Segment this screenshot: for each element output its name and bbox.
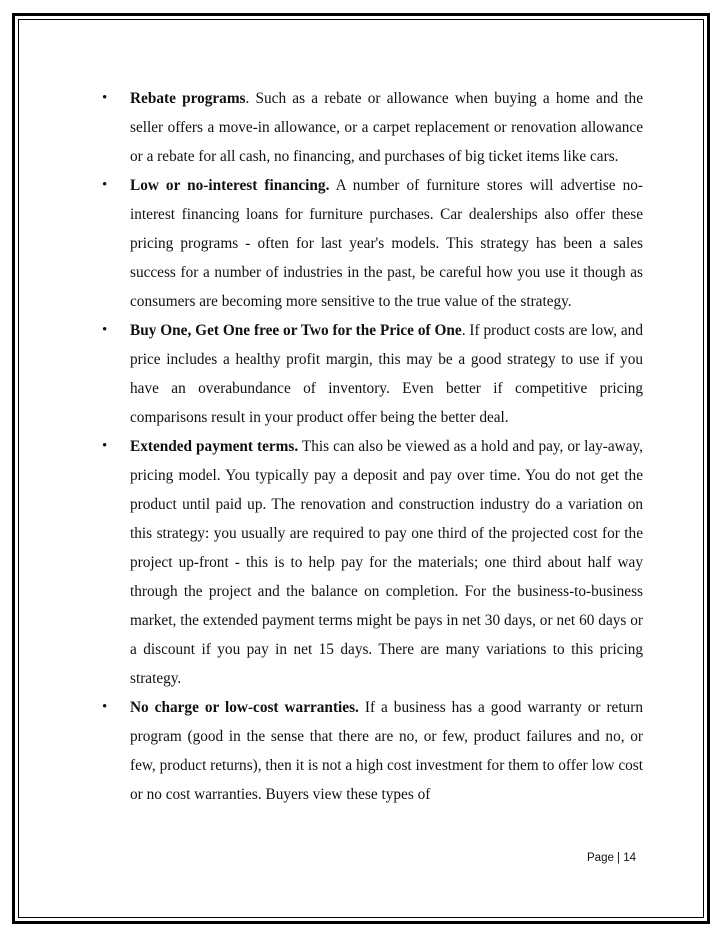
list-item: [98, 316, 643, 432]
item-title: No charge or low-cost warranties.: [130, 699, 359, 716]
item-text: . Such as a rebate or allowance when buying a home and the seller offers a move-in allowance, or a carpet replacement or renovation allowance or a rebate for all cash, no financing, and purchases of big ticket items like cars.: [130, 90, 643, 165]
list-item: [98, 432, 643, 693]
item-text: If a business has a good warranty or return program (good in the sense that there are no, or few, product failures and no, or few, product returns), then it is not a high cost investment for them to offer low cost or no cost warranties. Buyers view these types of: [130, 699, 643, 803]
item-title: Extended payment terms.: [130, 438, 299, 455]
item-title: Buy One, Get One free or Two for the Price of One: [130, 322, 462, 339]
item-title: Rebate programs: [130, 90, 246, 107]
bullet-icon: •: [102, 177, 108, 193]
item-title: Low or no-interest financing.: [130, 177, 330, 194]
bullet-icon: •: [102, 322, 108, 338]
bullet-icon: •: [102, 699, 108, 715]
bullet-icon: •: [102, 90, 108, 106]
item-text: A number of furniture stores will advertise no-interest financing loans for furniture purchases. Car dealerships also offer these pricing programs - often for last year's models. This strategy has been a sales success for a number of industries in the past, be careful how you use it though as consumers are becoming more sensitive to the true value of the strategy.: [130, 177, 643, 310]
bullet-icon: •: [102, 438, 108, 454]
list-item: [98, 693, 643, 809]
item-text: This can also be viewed as a hold and pay, or lay-away, pricing model. You typically pay a deposit and pay over time. You do not get the product until paid up. The renovation and construction industry do a variation on this strategy: you usually are required to pay one third of the projected cost for the project up-front - this is to help pay for the materials; one third about half way through the project and the balance on completion. For the business-to-business market, the extended payment terms might be pays in net 30 days, or net 60 days or a discount if you pay in net 15 days. There are many variations to this pricing strategy.: [130, 438, 643, 687]
document-body: [98, 84, 643, 809]
item-text: . If product costs are low, and price includes a healthy profit margin, this may be a good strategy to use if you have an overabundance of inventory. Even better if competitive pricing comparisons result in your product offer being the better deal.: [130, 322, 643, 426]
list-item: [98, 84, 643, 171]
page-number: Page | 14: [587, 852, 637, 864]
list-item: [98, 171, 643, 316]
